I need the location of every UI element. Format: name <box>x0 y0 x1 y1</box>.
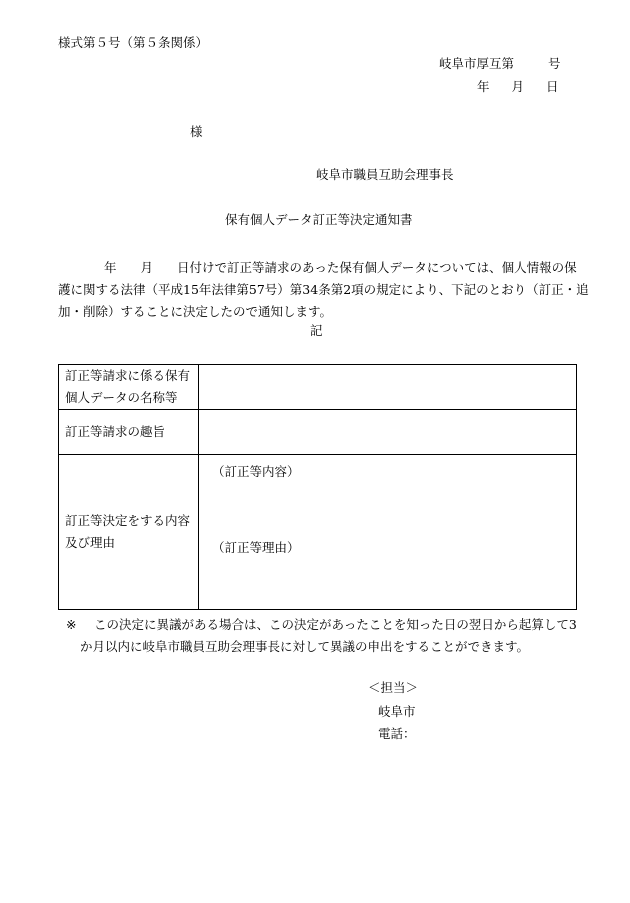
sender: 岐阜市職員互助会理事長 <box>316 167 454 182</box>
row3-label-line1: 訂正等決定をする内容 <box>65 513 191 528</box>
document-number <box>439 58 561 71</box>
date-day: 日 <box>546 79 559 94</box>
correction-content-label: （訂正等内容） <box>212 464 300 479</box>
ki-heading: 記 <box>310 323 323 338</box>
contact-city: 岐阜市 <box>378 704 416 719</box>
row1-label-line2: 個人データの名称等 <box>65 390 178 405</box>
document-number-prefix: 岐阜市厚互第 <box>439 56 515 71</box>
body-paragraph <box>58 257 589 323</box>
contact-phone-label: 電話： <box>378 726 416 741</box>
row1-value[interactable] <box>199 365 577 410</box>
row3-label <box>59 455 199 610</box>
objection-note <box>66 614 578 658</box>
table-row <box>59 365 577 410</box>
document-title: 保有個人データ訂正等決定通知書 <box>225 212 413 227</box>
date-year: 年 <box>477 79 490 94</box>
form-number: 様式第５号（第５条関係） <box>58 35 209 50</box>
date-month: 月 <box>511 79 525 94</box>
row3-value[interactable] <box>199 455 577 610</box>
table-row <box>59 455 577 610</box>
correction-reason-label: （訂正等理由） <box>212 540 300 555</box>
note-line-1-text: この決定に異議がある場合は、この決定があったことを知った日の翌日から起算して3 <box>94 617 577 632</box>
row2-label: 訂正等請求の趣旨 <box>59 410 199 455</box>
document-date <box>477 81 559 94</box>
contact-heading: ＜担当＞ <box>368 680 419 695</box>
row2-value[interactable] <box>199 410 577 455</box>
table-row <box>59 410 577 455</box>
body-month: 月 <box>140 260 154 275</box>
addressee: 様 <box>190 124 203 139</box>
document-number-suffix: 号 <box>548 56 561 71</box>
body-line-2: 護に関する法律（平成15年法律第57号）第34条第2項の規定により、下記のとおり（訂正・追 <box>58 282 589 297</box>
row1-label-line1: 訂正等請求に係る保有 <box>65 368 191 383</box>
row3-label-line2: 及び理由 <box>65 535 116 550</box>
note-line-1 <box>66 614 578 636</box>
body-line-1 <box>58 257 578 279</box>
note-line-2-text: か月以内に岐阜市職員互助会理事長に対して異議の申出をすることができます。 <box>80 639 530 654</box>
row1-label <box>59 365 199 410</box>
body-line-3: 加・削除）することに決定したので通知します。 <box>58 304 333 319</box>
body-line-1-text: 日付けで訂正等請求のあった保有個人データについては、個人情報の保 <box>177 260 577 275</box>
decision-table <box>58 364 577 610</box>
note-line-2 <box>66 636 578 658</box>
body-year: 年 <box>104 260 117 275</box>
note-mark: ※ <box>66 617 77 632</box>
